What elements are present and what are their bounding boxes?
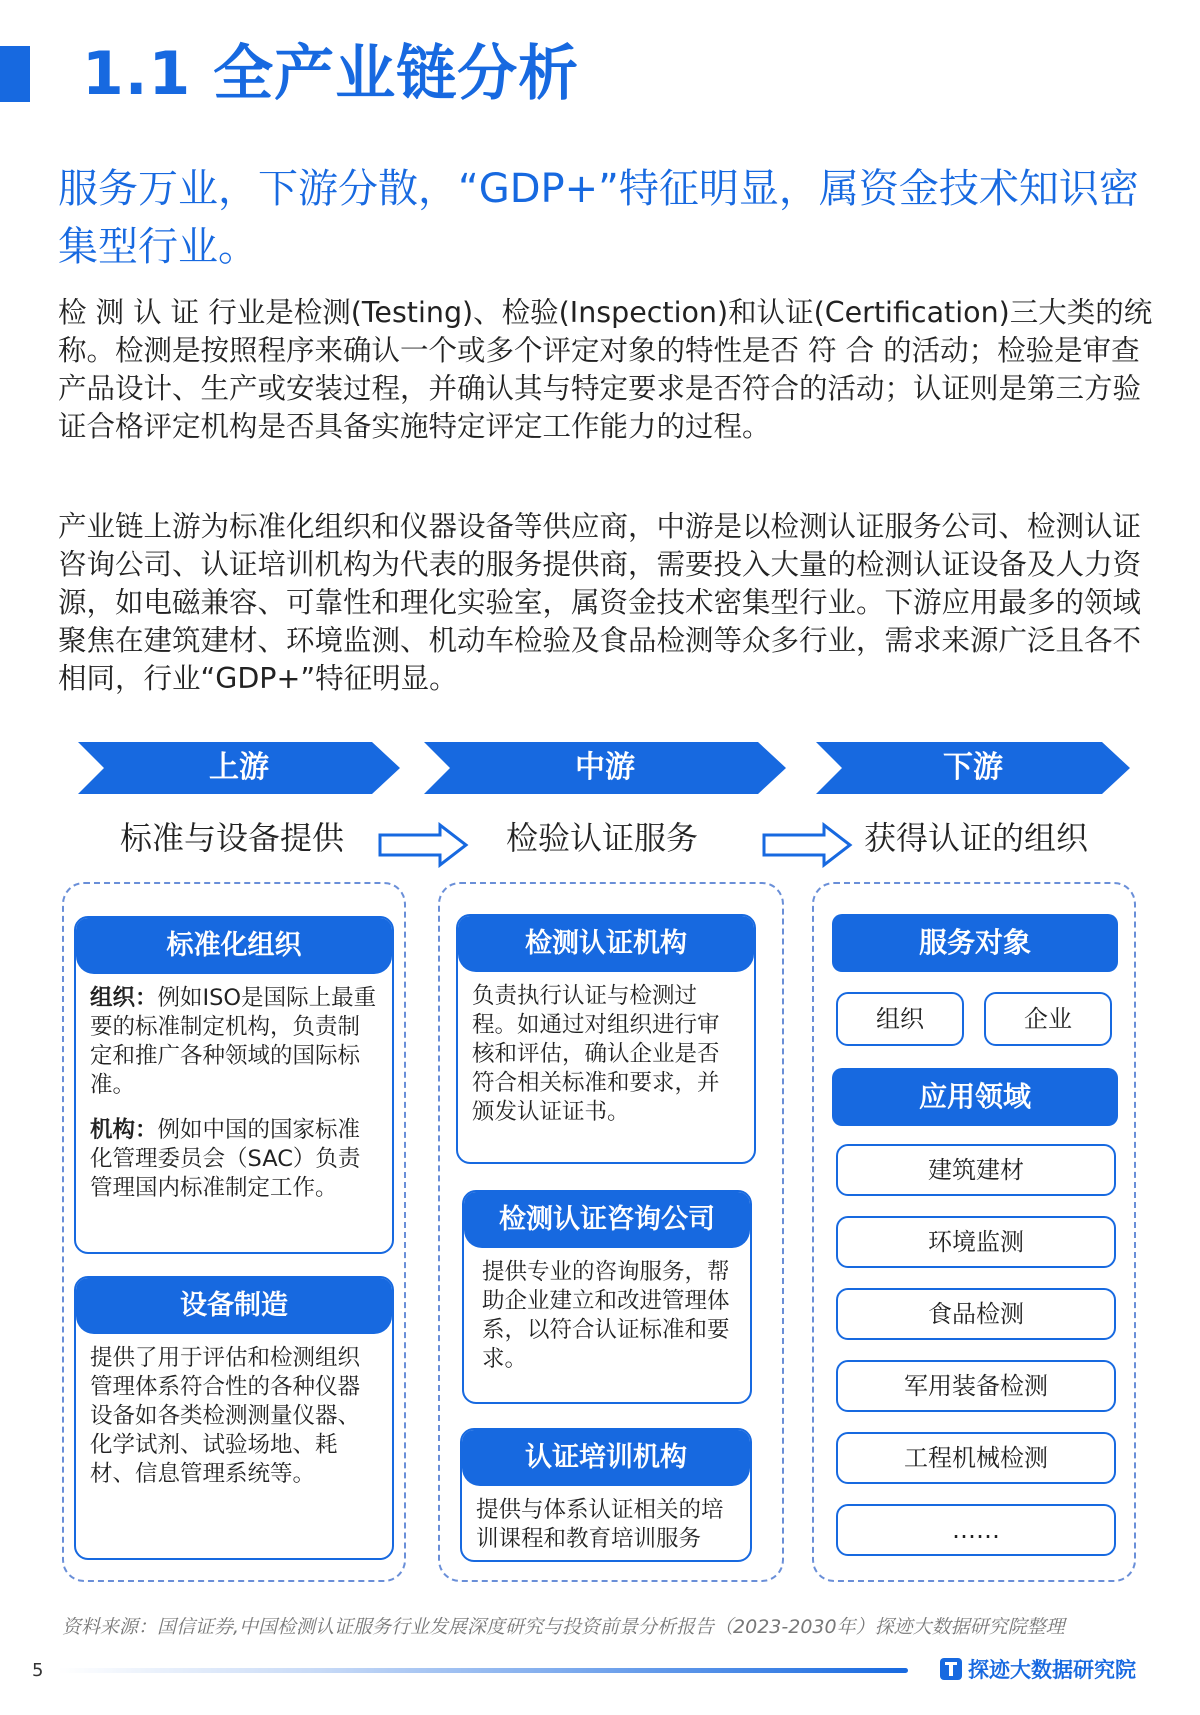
item-text: 例如ISO是国际上最重要的标准制定机构，负责制定和推广各种领域的国际标准。 (90, 985, 377, 1098)
application-field-item: 环境监测 (836, 1216, 1116, 1268)
section-subtitle: 服务万业，下游分散，“GDP+”特征明显，属资金技术知识密集型行业。 (58, 166, 1139, 270)
application-field-item: 建筑建材 (836, 1144, 1116, 1196)
stage-midstream-arrow (424, 742, 786, 794)
stage-downstream-desc: 获得认证的组织 (863, 819, 1088, 857)
service-target-item: 企业 (984, 992, 1112, 1046)
application-field-item: 工程机械检测 (836, 1432, 1116, 1484)
card-title: 检测认证机构 (458, 916, 754, 972)
upstream-card-equipment (74, 1276, 394, 1560)
page-number: 5 (32, 1660, 44, 1681)
stage-midstream-desc: 检验认证服务 (505, 819, 698, 857)
title-accent-bar (0, 46, 30, 102)
card-body: 提供了用于评估和检测组织管理体系符合性的各种仪器设备如各类检测测量仪器、化学试剂、试验场地、耗材、信息管理系统等。 (90, 1345, 361, 1487)
chain-paragraph: 产业链上游为标准化组织和仪器设备等供应商，中游是以检测认证服务公司、检测认证咨询公司、认证培训机构为代表的服务提供商，需要投入大量的检测认证设备及人力资源，如电磁兼容、可靠性和理化实验室，属资金技术密集型行业。下游应用最多的领域聚焦在建筑建材、环境监测、机动车检验及食品检测等众多行业，需求来源广泛且各不相同，行业“GDP+”特征明显。 (58, 510, 1142, 695)
card-title: 标准化组织 (76, 918, 392, 974)
card-body (76, 974, 392, 1203)
agency-item (90, 1116, 378, 1203)
stage-upstream-desc: 标准与设备提供 (119, 819, 344, 857)
application-field-item: …… (836, 1504, 1116, 1556)
midstream-card-consulting (462, 1190, 752, 1404)
stage-midstream-label: 中游 (575, 750, 635, 785)
card-body: 提供专业的咨询服务，帮助企业建立和改进管理体系，以符合认证标准和要求。 (482, 1259, 730, 1372)
application-fields-header: 应用领域 (832, 1068, 1118, 1126)
application-field-item: 食品检测 (836, 1288, 1116, 1340)
brand-name: 探迹大数据研究院 (968, 1658, 1136, 1682)
page-title: 1.1 全产业链分析 (82, 39, 580, 109)
midstream-card-training (460, 1428, 752, 1562)
card-title: 设备制造 (76, 1278, 392, 1334)
card-title: 检测认证咨询公司 (464, 1192, 750, 1248)
flow-arrow-icon (378, 822, 470, 868)
card-body: 提供与体系认证相关的培训课程和教育培训服务 (476, 1497, 724, 1552)
brand-footer (940, 1654, 1136, 1684)
brand-logo-icon (940, 1658, 962, 1680)
stage-upstream-label: 上游 (209, 750, 269, 785)
midstream-card-institutions (456, 914, 756, 1164)
stage-downstream-label: 下游 (943, 750, 1003, 785)
card-title: 认证培训机构 (462, 1430, 750, 1486)
item-text: 例如中国的国家标准化管理委员会（SAC）负责管理国内标准制定工作。 (90, 1117, 361, 1201)
item-label: 组织： (90, 985, 158, 1011)
upstream-card-standards (74, 916, 394, 1254)
org-item (90, 984, 378, 1100)
card-body: 负责执行认证与检测过程。如通过对组织进行审核和评估，确认企业是否符合相关标准和要求，并颁发认证证书。 (472, 983, 720, 1125)
stage-upstream-arrow (78, 742, 400, 794)
service-targets-header: 服务对象 (832, 914, 1118, 972)
footer-divider (58, 1668, 908, 1673)
item-label: 机构： (90, 1117, 158, 1143)
source-note: 资料来源：国信证券,中国检测认证服务行业发展深度研究与投资前景分析报告（2023-2030年）探迹大数据研究院整理 (62, 1616, 1065, 1638)
application-field-item: 军用装备检测 (836, 1360, 1116, 1412)
intro-paragraph: 检 测 认 证 行业是检测(Testing)、检验(Inspection)和认证(Certification)三大类的统称。检测是按照程序来确认一个或多个评定对象的特性是否 符 合 的活动；检验是审查产品设计、生产或安装过程，并确认其与特定要求是否符合的活动；认证则是第三方验证合格评定机构是否具备实施特定评定工作能力的过程。 (58, 296, 1153, 443)
stage-downstream-arrow (816, 742, 1130, 794)
flow-arrow-icon (762, 822, 854, 868)
service-target-item: 组织 (836, 992, 964, 1046)
